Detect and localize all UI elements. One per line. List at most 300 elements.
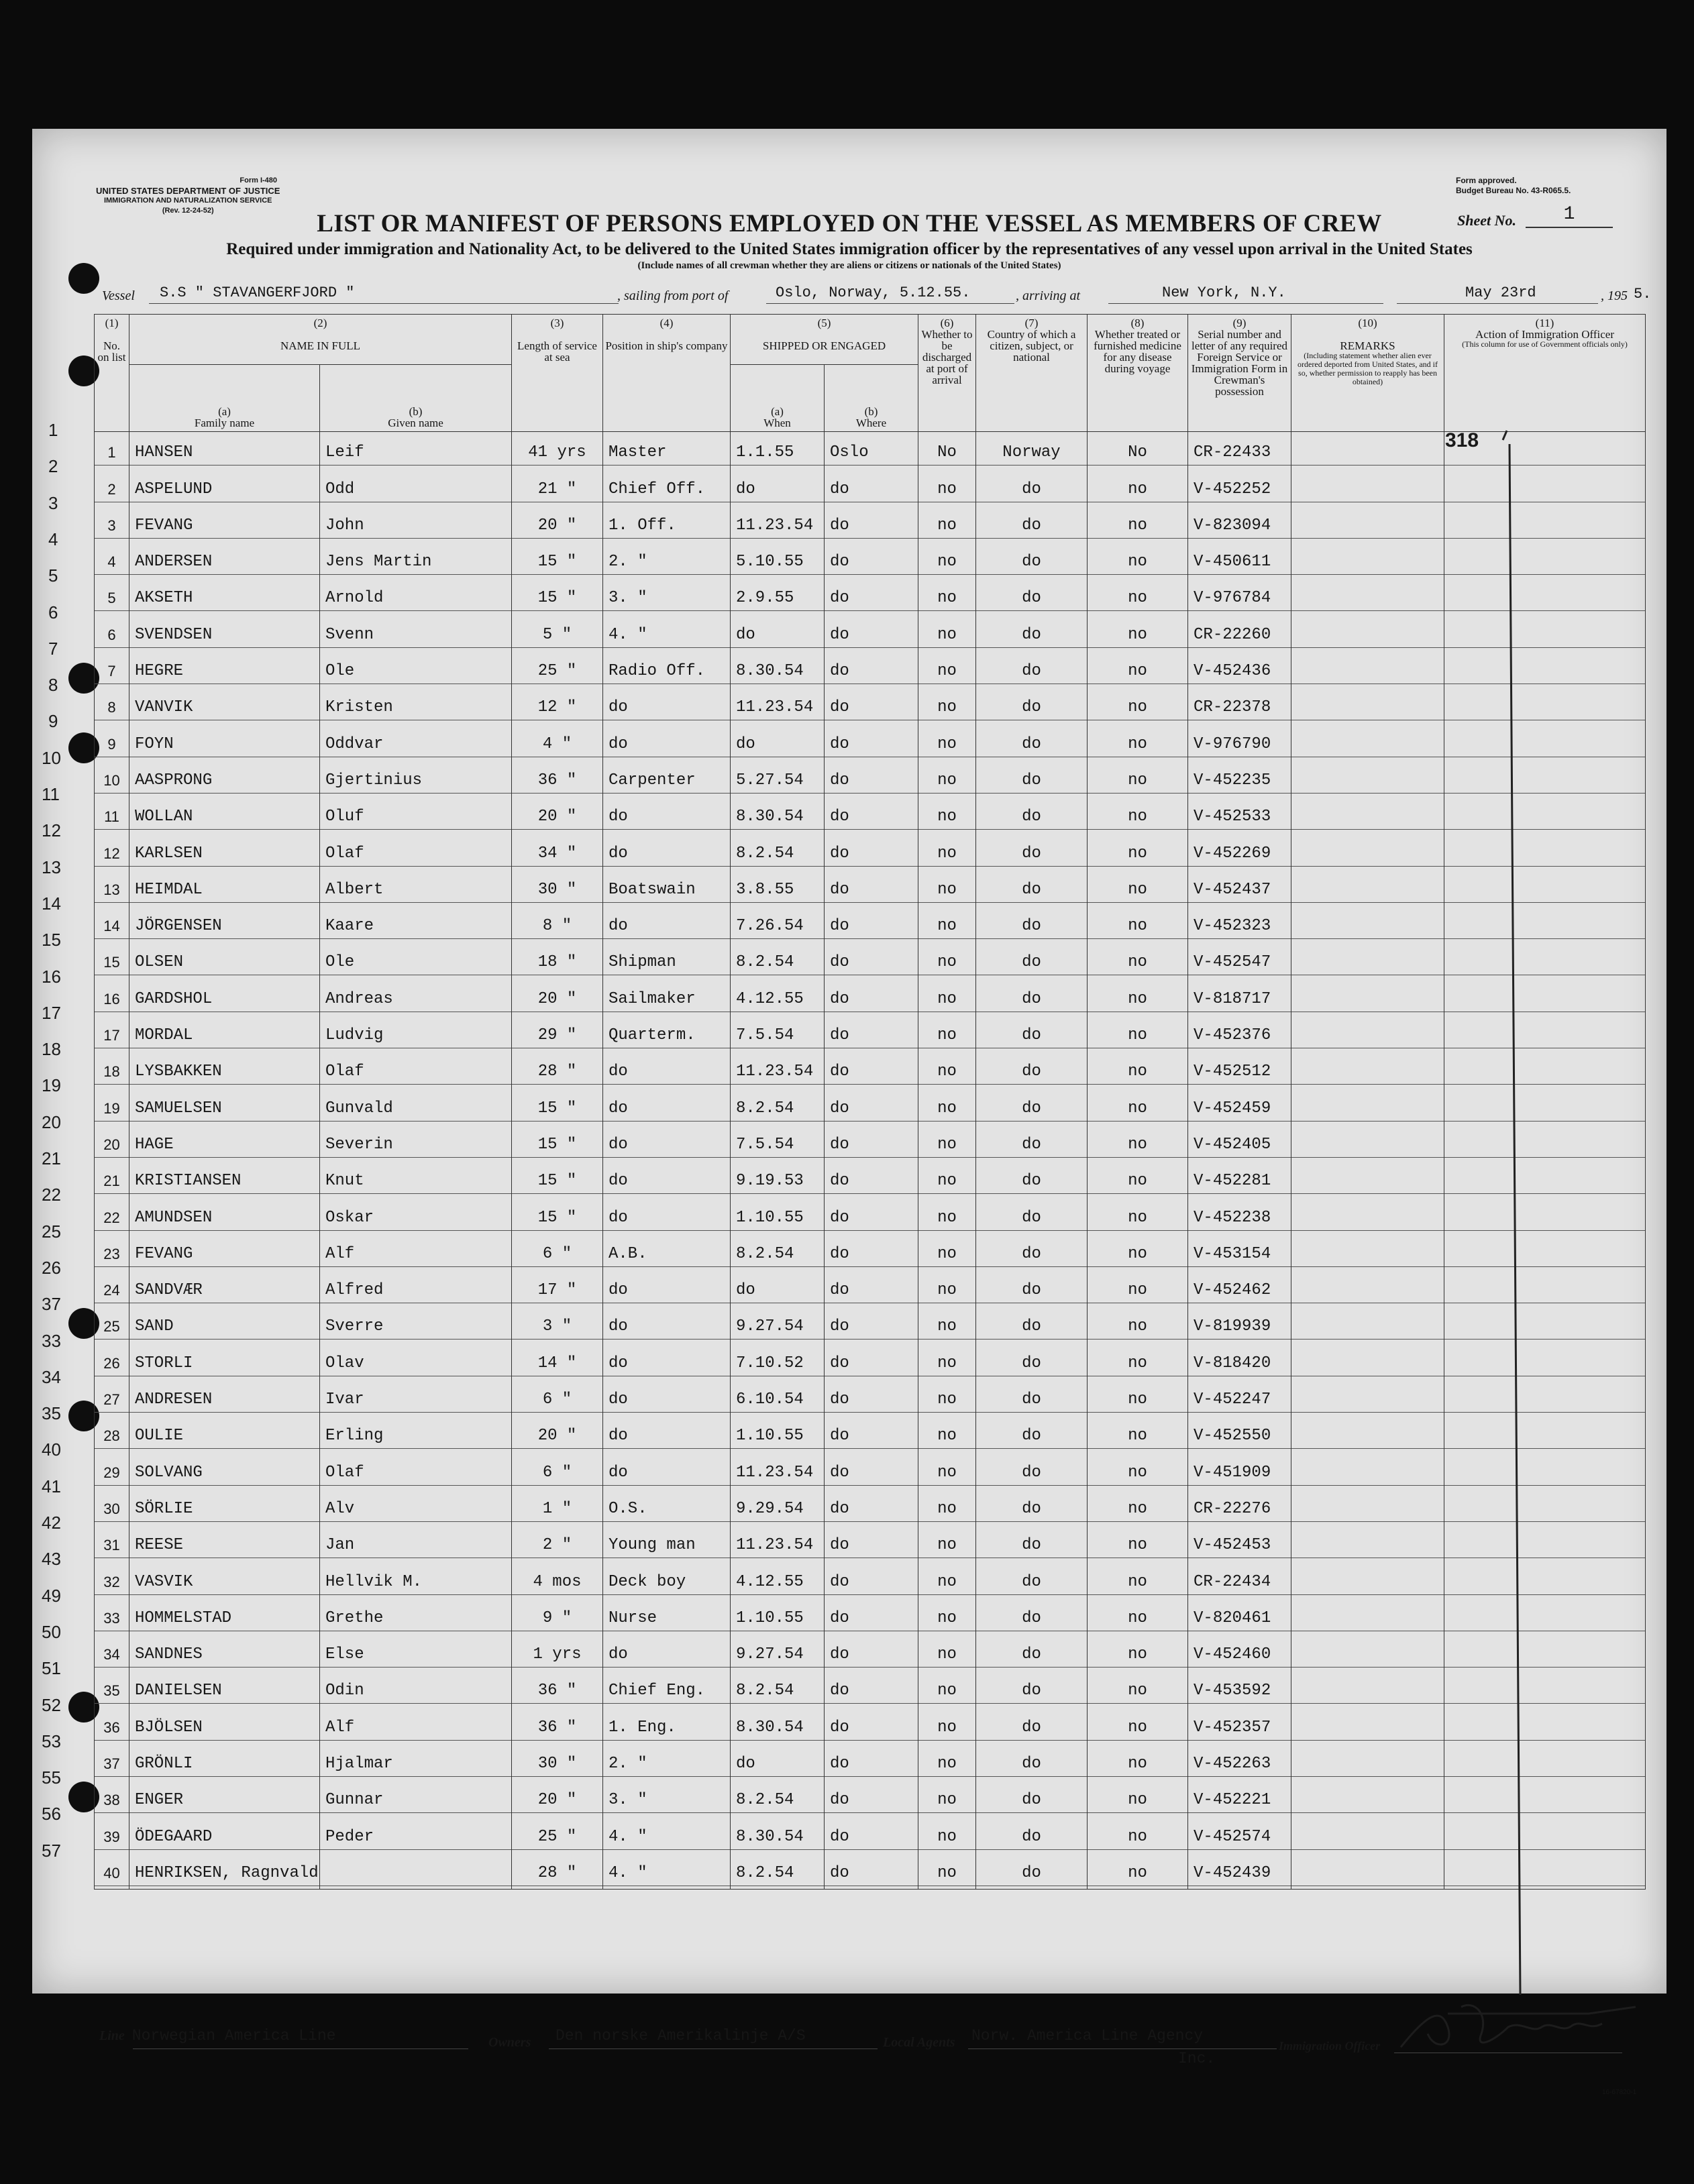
shipped-where: do [830, 1244, 849, 1263]
position: do [608, 1645, 628, 1664]
shipped-where-cell [825, 796, 918, 832]
shipped-where: do [830, 1572, 849, 1591]
remarks-cell [1291, 978, 1444, 1014]
row-number: 25 [103, 1318, 120, 1335]
treated: no [1128, 662, 1147, 681]
to-be-discharged: no [937, 1390, 957, 1409]
family-name-cell [129, 869, 320, 906]
given-name-cell [320, 1525, 512, 1561]
margin-number: 34 [42, 1366, 61, 1387]
treated-cell [1088, 1743, 1188, 1780]
shipped-where-cell [825, 1015, 918, 1051]
given-name: Gunvald [325, 1099, 393, 1117]
row-number-cell [95, 723, 129, 759]
shipped-when-cell [731, 1488, 825, 1525]
row-number: 38 [103, 1792, 120, 1809]
length-of-service-cell [512, 505, 603, 541]
family-name: HEGRE [135, 662, 184, 681]
to-be-discharged: no [937, 989, 957, 1008]
length-of-service-cell [512, 651, 603, 687]
shipped-when: 9.27.54 [736, 1645, 804, 1664]
vessel-label: Vessel [102, 288, 135, 303]
family-name: AMUNDSEN [135, 1208, 213, 1227]
shipped-when-cell [731, 723, 825, 759]
margin-number: 35 [42, 1403, 61, 1424]
given-name-cell [320, 1015, 512, 1051]
position-cell [603, 1415, 731, 1452]
shipped-when: 6.10.54 [736, 1390, 804, 1409]
margin-number: 20 [42, 1111, 61, 1132]
row-number-cell [95, 942, 129, 978]
given-name-cell [320, 1270, 512, 1306]
margin-number: 53 [42, 1731, 61, 1751]
to-be-discharged-cell [918, 796, 976, 832]
position-cell [603, 1488, 731, 1525]
treated: no [1128, 516, 1147, 535]
shipped-where-cell [825, 1270, 918, 1306]
length-of-service: 17 " [537, 1281, 577, 1300]
shipped-when: 1.10.55 [736, 1208, 804, 1227]
shipped-where-cell [825, 1306, 918, 1342]
position: Chief Eng. [608, 1682, 706, 1700]
family-name: JÖRGENSEN [135, 917, 222, 936]
position: 2. " [608, 553, 647, 571]
given-name: Alfred [325, 1281, 384, 1300]
position-cell [603, 1743, 731, 1780]
family-name: FEVANG [135, 1244, 193, 1263]
treated-cell [1088, 869, 1188, 906]
length-of-service-cell [512, 1525, 603, 1561]
treated-cell [1088, 978, 1188, 1014]
shipped-when-cell [731, 1743, 825, 1780]
serial-number: V-452547 [1194, 953, 1271, 972]
position: do [608, 1463, 628, 1482]
table-row [95, 1051, 1646, 1087]
margin-number: 4 [48, 529, 58, 549]
shipped-where-cell [825, 541, 918, 578]
serial-number-cell [1188, 1706, 1291, 1743]
to-be-discharged: no [937, 1645, 957, 1664]
serial-number: V-452453 [1194, 1536, 1271, 1555]
country-cell [976, 1816, 1088, 1852]
shipped-when: do [736, 480, 755, 498]
position-cell [603, 1598, 731, 1634]
shipped-where: do [830, 1463, 849, 1482]
serial-number: CR-22276 [1194, 1499, 1271, 1518]
country: do [1022, 589, 1041, 608]
shipped-when-cell [731, 1342, 825, 1378]
row-number-cell [95, 1452, 129, 1488]
serial-number: V-452235 [1194, 771, 1271, 789]
table-row [95, 614, 1646, 650]
treated: no [1128, 1172, 1147, 1191]
given-name-cell [320, 578, 512, 614]
shipped-when: 5.10.55 [736, 553, 804, 571]
serial-number: V-452252 [1194, 480, 1271, 498]
shipped-where-cell [825, 1197, 918, 1233]
length-of-service: 15 " [537, 553, 577, 571]
serial-number-cell [1188, 1124, 1291, 1160]
length-of-service-cell [512, 1561, 603, 1597]
length-of-service: 21 " [537, 480, 577, 498]
shipped-when: 4.12.55 [736, 1572, 804, 1591]
position: do [608, 1172, 628, 1191]
family-name-cell [129, 1015, 320, 1051]
family-name: AASPRONG [135, 771, 213, 789]
country: do [1022, 1135, 1041, 1154]
sailing-port: Oslo, Norway, 5.12.55. [776, 284, 971, 301]
to-be-discharged-cell [918, 1670, 976, 1706]
margin-number: 37 [42, 1294, 61, 1315]
length-of-service-cell [512, 723, 603, 759]
remarks-cell [1291, 1015, 1444, 1051]
given-name-cell [320, 614, 512, 650]
remarks-cell [1291, 1780, 1444, 1816]
country: do [1022, 1317, 1041, 1336]
shipped-where: do [830, 1354, 849, 1372]
given-name-cell [320, 1780, 512, 1816]
to-be-discharged: no [937, 880, 957, 899]
length-of-service: 36 " [537, 771, 577, 789]
serial-number: V-452376 [1194, 1026, 1271, 1045]
to-be-discharged-cell [918, 1525, 976, 1561]
to-be-discharged-cell [918, 723, 976, 759]
to-be-discharged: no [937, 771, 957, 789]
country: Norway [1002, 443, 1061, 462]
row-number-cell [95, 760, 129, 796]
length-of-service: 20 " [537, 1791, 577, 1810]
family-name-cell [129, 1561, 320, 1597]
treated: no [1128, 1827, 1147, 1846]
row-number: 36 [103, 1718, 120, 1736]
margin-number: 8 [48, 675, 58, 696]
position-cell [603, 651, 731, 687]
margin-number: 41 [42, 1476, 61, 1496]
length-of-service: 29 " [537, 1026, 577, 1045]
length-of-service: 25 " [537, 662, 577, 681]
row-number-cell [95, 1234, 129, 1270]
position: do [608, 1208, 628, 1227]
family-name: FOYN [135, 734, 174, 753]
position: Quarterm. [608, 1026, 696, 1045]
agency-line-1: UNITED STATES DEPARTMENT OF JUSTICE [96, 186, 280, 196]
country-cell [976, 541, 1088, 578]
shipped-when: 11.23.54 [736, 1062, 814, 1081]
country: do [1022, 1863, 1041, 1882]
given-name-cell [320, 1561, 512, 1597]
shipped-where-cell [825, 1160, 918, 1197]
margin-number: 2 [48, 456, 58, 477]
row-number-cell [95, 1087, 129, 1124]
shipped-where-cell [825, 1561, 918, 1597]
to-be-discharged-cell [918, 1706, 976, 1743]
agents-value-1: Norw. America Line Agency [971, 2027, 1204, 2044]
family-name: LYSBAKKEN [135, 1062, 222, 1081]
position: do [608, 808, 628, 826]
to-be-discharged: no [937, 734, 957, 753]
serial-number-cell [1188, 1525, 1291, 1561]
treated-cell [1088, 687, 1188, 723]
shipped-when-cell [731, 1525, 825, 1561]
given-name: Grethe [325, 1608, 384, 1627]
margin-number: 56 [42, 1804, 61, 1824]
family-name-cell [129, 978, 320, 1014]
col-header-discharged: (6) Whether to be discharged at port of arrival [918, 315, 976, 432]
treated: no [1128, 771, 1147, 789]
length-of-service: 18 " [537, 953, 577, 972]
serial-number-cell [1188, 1670, 1291, 1706]
remarks-cell [1291, 1488, 1444, 1525]
given-name-cell [320, 1124, 512, 1160]
serial-number-cell [1188, 541, 1291, 578]
row-number: 26 [103, 1354, 120, 1372]
family-name: ENGER [135, 1791, 184, 1810]
country-cell [976, 614, 1088, 650]
family-name: SANDVÆR [135, 1281, 203, 1300]
shipped-when: 2.9.55 [736, 589, 794, 608]
shipped-when: 7.5.54 [736, 1026, 794, 1045]
table-row [95, 869, 1646, 906]
sheet-number: 1 [1526, 204, 1613, 228]
footer-line [99, 2027, 335, 2044]
shipped-when-cell [731, 978, 825, 1014]
length-of-service: 6 " [542, 1463, 572, 1482]
remarks-cell [1291, 505, 1444, 541]
family-name: HENRIKSEN, Ragnvald [135, 1863, 319, 1882]
length-of-service: 15 " [537, 1208, 577, 1227]
length-of-service: 28 " [537, 1863, 577, 1882]
shipped-when-cell [731, 1197, 825, 1233]
manifest-sheet [32, 129, 1666, 2096]
serial-number-cell [1188, 687, 1291, 723]
shipped-when-cell [731, 1415, 825, 1452]
serial-number-cell [1188, 1415, 1291, 1452]
given-name-cell [320, 942, 512, 978]
row-number-cell [95, 869, 129, 906]
given-name-cell [320, 541, 512, 578]
shipped-when-cell [731, 1160, 825, 1197]
remarks-cell [1291, 1452, 1444, 1488]
remarks-cell [1291, 1743, 1444, 1780]
treated-cell [1088, 796, 1188, 832]
length-of-service-cell [512, 1015, 603, 1051]
length-of-service: 15 " [537, 1172, 577, 1191]
country-cell [976, 1234, 1088, 1270]
row-number: 37 [103, 1755, 120, 1772]
shipped-where: do [830, 844, 849, 863]
year-prefix: , 195 [1601, 288, 1628, 303]
row-number-cell [95, 832, 129, 869]
margin-number: 22 [42, 1185, 61, 1205]
row-number: 7 [107, 663, 116, 680]
length-of-service-cell [512, 760, 603, 796]
given-name: Ole [325, 953, 355, 972]
serial-number-cell [1188, 1488, 1291, 1525]
margin-number: 17 [42, 1002, 61, 1023]
given-name-cell [320, 1853, 512, 1890]
treated: no [1128, 1608, 1147, 1627]
to-be-discharged: no [937, 1317, 957, 1336]
remarks-cell [1291, 1160, 1444, 1197]
length-of-service-cell [512, 1342, 603, 1378]
remarks-cell [1291, 1816, 1444, 1852]
serial-number: V-452263 [1194, 1754, 1271, 1773]
margin-number: 49 [42, 1585, 61, 1606]
given-name: Olaf [325, 1062, 364, 1081]
position: Young man [608, 1536, 696, 1555]
treated: no [1128, 480, 1147, 498]
vessel-line [102, 284, 1652, 305]
position: 3. " [608, 1791, 647, 1810]
shipped-when-cell [731, 1270, 825, 1306]
shipped-where: do [830, 625, 849, 644]
to-be-discharged: no [937, 516, 957, 535]
shipped-when: 8.30.54 [736, 808, 804, 826]
row-number: 4 [107, 553, 116, 571]
country-cell [976, 1634, 1088, 1670]
to-be-discharged-cell [918, 1197, 976, 1233]
serial-number: V-819939 [1194, 1317, 1271, 1336]
family-name-cell [129, 1379, 320, 1415]
row-number: 35 [103, 1682, 120, 1700]
country: do [1022, 1682, 1041, 1700]
country-cell [976, 978, 1088, 1014]
serial-number: V-452462 [1194, 1281, 1271, 1300]
given-name-cell [320, 978, 512, 1014]
given-name-cell [320, 1087, 512, 1124]
length-of-service: 4 mos [533, 1572, 582, 1591]
shipped-when-cell [731, 1306, 825, 1342]
given-name-cell [320, 432, 512, 469]
treated-cell [1088, 1234, 1188, 1270]
given-name: Jan [325, 1536, 355, 1555]
shipped-where-cell [825, 1124, 918, 1160]
col-header-country: (7) Country of which a citizen, subject, or national [976, 315, 1088, 432]
given-name-cell [320, 1488, 512, 1525]
given-name: Kristen [325, 698, 393, 717]
shipped-when-cell [731, 614, 825, 650]
treated: no [1128, 553, 1147, 571]
row-number: 10 [103, 771, 120, 789]
shipped-when: 11.23.54 [736, 698, 814, 717]
shipped-where: do [830, 1062, 849, 1081]
treated-cell [1088, 1270, 1188, 1306]
agents-value-2: Inc. [1178, 2050, 1216, 2067]
country-cell [976, 505, 1088, 541]
serial-number-cell [1188, 796, 1291, 832]
treated: no [1128, 1645, 1147, 1664]
family-name: OULIE [135, 1427, 184, 1445]
length-of-service-cell [512, 1197, 603, 1233]
family-name: ÖDEGAARD [135, 1827, 213, 1846]
position-cell [603, 1124, 731, 1160]
country: do [1022, 1791, 1041, 1810]
given-name-cell [320, 1706, 512, 1743]
length-of-service: 36 " [537, 1682, 577, 1700]
treated-cell [1088, 578, 1188, 614]
treated: no [1128, 808, 1147, 826]
table-row [95, 1853, 1646, 1890]
table-row [95, 578, 1646, 614]
treated-cell [1088, 1415, 1188, 1452]
row-number-cell [95, 1379, 129, 1415]
remarks-cell [1291, 1853, 1444, 1890]
country: do [1022, 480, 1041, 498]
serial-number: V-820461 [1194, 1608, 1271, 1627]
to-be-discharged-cell [918, 1160, 976, 1197]
approval-line-1: Form approved. [1456, 176, 1517, 185]
treated: no [1128, 1791, 1147, 1810]
serial-number-cell [1188, 1379, 1291, 1415]
agents-value-wrap-2 [1178, 2050, 1215, 2067]
to-be-discharged-cell [918, 1270, 976, 1306]
serial-number: V-452323 [1194, 917, 1271, 936]
country: do [1022, 808, 1041, 826]
serial-number-cell [1188, 760, 1291, 796]
to-be-discharged: no [937, 553, 957, 571]
treated: no [1128, 953, 1147, 972]
shipped-when: 3.8.55 [736, 880, 794, 899]
serial-number: V-452439 [1194, 1863, 1271, 1882]
position-cell [603, 1780, 731, 1816]
country-cell [976, 1853, 1088, 1890]
position-cell [603, 1525, 731, 1561]
sheet-label: Sheet No. [1457, 212, 1516, 229]
to-be-discharged-cell [918, 978, 976, 1014]
position-cell [603, 578, 731, 614]
serial-number: V-452459 [1194, 1099, 1271, 1117]
serial-number: V-452405 [1194, 1135, 1271, 1154]
shipped-when: do [736, 734, 755, 753]
remarks-cell [1291, 1634, 1444, 1670]
treated-cell [1088, 651, 1188, 687]
row-number: 29 [103, 1464, 120, 1481]
to-be-discharged: no [937, 1463, 957, 1482]
length-of-service-cell [512, 1160, 603, 1197]
family-name-cell [129, 1124, 320, 1160]
shipped-where: do [830, 1135, 849, 1154]
row-number: 27 [103, 1391, 120, 1409]
shipped-when: 8.30.54 [736, 1827, 804, 1846]
to-be-discharged-cell [918, 1342, 976, 1378]
treated-cell [1088, 1598, 1188, 1634]
row-number: 22 [103, 1209, 120, 1226]
table-row [95, 505, 1646, 541]
length-of-service: 34 " [537, 844, 577, 863]
shipped-where-cell [825, 832, 918, 869]
treated: no [1128, 844, 1147, 863]
to-be-discharged-cell [918, 687, 976, 723]
to-be-discharged: no [937, 698, 957, 717]
country: do [1022, 1026, 1041, 1045]
margin-number: 40 [42, 1439, 61, 1460]
given-name-cell [320, 1234, 512, 1270]
shipped-when: 1.10.55 [736, 1608, 804, 1627]
position: Boatswain [608, 880, 696, 899]
given-name-cell [320, 468, 512, 504]
to-be-discharged: no [937, 1099, 957, 1117]
country: do [1022, 662, 1041, 681]
position: Carpenter [608, 771, 696, 789]
line-value: Norwegian America Line [131, 2027, 336, 2044]
given-name-cell [320, 1160, 512, 1197]
margin-number: 25 [42, 1221, 61, 1242]
length-of-service-cell [512, 942, 603, 978]
shipped-where-cell [825, 906, 918, 942]
to-be-discharged: no [937, 1281, 957, 1300]
serial-number-cell [1188, 1561, 1291, 1597]
to-be-discharged-cell [918, 1306, 976, 1342]
